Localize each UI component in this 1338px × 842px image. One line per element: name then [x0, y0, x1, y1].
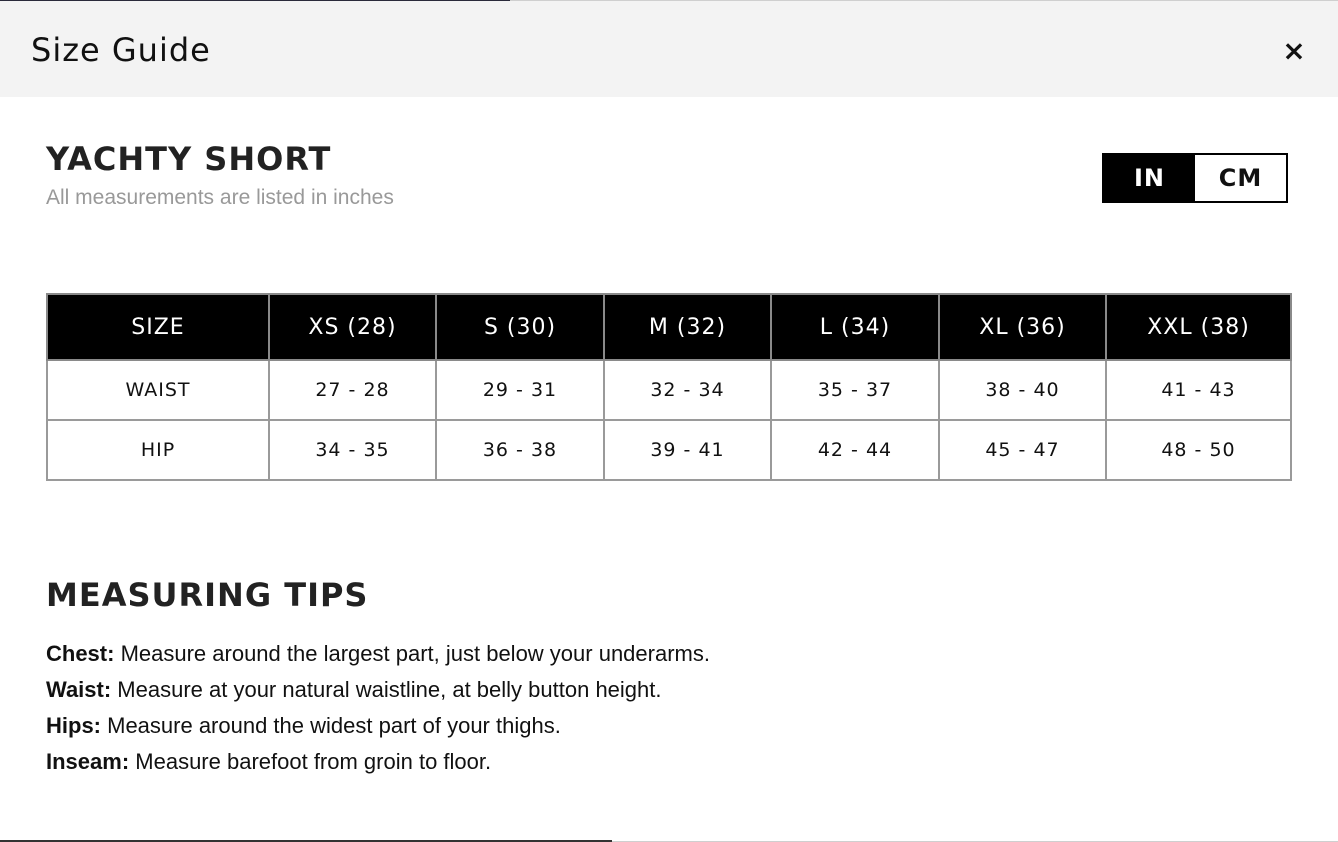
close-button[interactable]	[1280, 35, 1308, 67]
table-cell: 42 - 44	[771, 420, 939, 480]
table-cell: 41 - 43	[1106, 360, 1291, 420]
table-cell: WAIST	[47, 360, 269, 420]
product-subtitle: All measurements are listed in inches	[46, 186, 394, 209]
tip-label: Inseam:	[46, 749, 130, 774]
table-row-waist	[47, 360, 1291, 420]
table-cell: 39 - 41	[604, 420, 771, 480]
measuring-tips-list	[46, 636, 710, 780]
table-header-cell: S (30)	[436, 294, 604, 360]
tip-label: Waist:	[46, 677, 112, 702]
table-cell: 48 - 50	[1106, 420, 1291, 480]
tip-label: Hips:	[46, 713, 101, 738]
size-table	[46, 293, 1292, 481]
unit-cm-button[interactable]: CM	[1195, 155, 1286, 201]
table-cell: HIP	[47, 420, 269, 480]
table-header-cell: SIZE	[47, 294, 269, 360]
modal-title: Size Guide	[31, 31, 211, 69]
close-icon: ×	[1282, 34, 1306, 67]
table-header-cell: XXL (38)	[1106, 294, 1291, 360]
measuring-tips-title: MEASURING TIPS	[46, 576, 369, 614]
tip-item-inseam	[46, 744, 710, 780]
unit-toggle	[1102, 153, 1288, 203]
table-cell: 36 - 38	[436, 420, 604, 480]
tip-item-hips	[46, 708, 710, 744]
table-header-row	[47, 294, 1291, 360]
table-cell: 32 - 34	[604, 360, 771, 420]
tip-text: Measure around the largest part, just below your underarms.	[114, 641, 710, 666]
table-cell: 27 - 28	[269, 360, 436, 420]
tip-text: Measure around the widest part of your thighs.	[101, 713, 561, 738]
table-cell: 38 - 40	[939, 360, 1106, 420]
modal-header	[0, 1, 1338, 97]
table-cell: 45 - 47	[939, 420, 1106, 480]
table-header-cell: M (32)	[604, 294, 771, 360]
tip-text: Measure at your natural waistline, at belly button height.	[111, 677, 662, 702]
table-cell: 34 - 35	[269, 420, 436, 480]
tip-text: Measure barefoot from groin to floor.	[129, 749, 492, 774]
table-header-cell: L (34)	[771, 294, 939, 360]
table-row-hip	[47, 420, 1291, 480]
table-header-cell: XS (28)	[269, 294, 436, 360]
table-cell: 29 - 31	[436, 360, 604, 420]
tip-label: Chest:	[46, 641, 115, 666]
product-title: YACHTY SHORT	[46, 140, 332, 178]
tip-item-waist	[46, 672, 710, 708]
unit-in-button[interactable]: IN	[1104, 155, 1195, 201]
table-cell: 35 - 37	[771, 360, 939, 420]
tip-item-chest	[46, 636, 710, 672]
table-header-cell: XL (36)	[939, 294, 1106, 360]
